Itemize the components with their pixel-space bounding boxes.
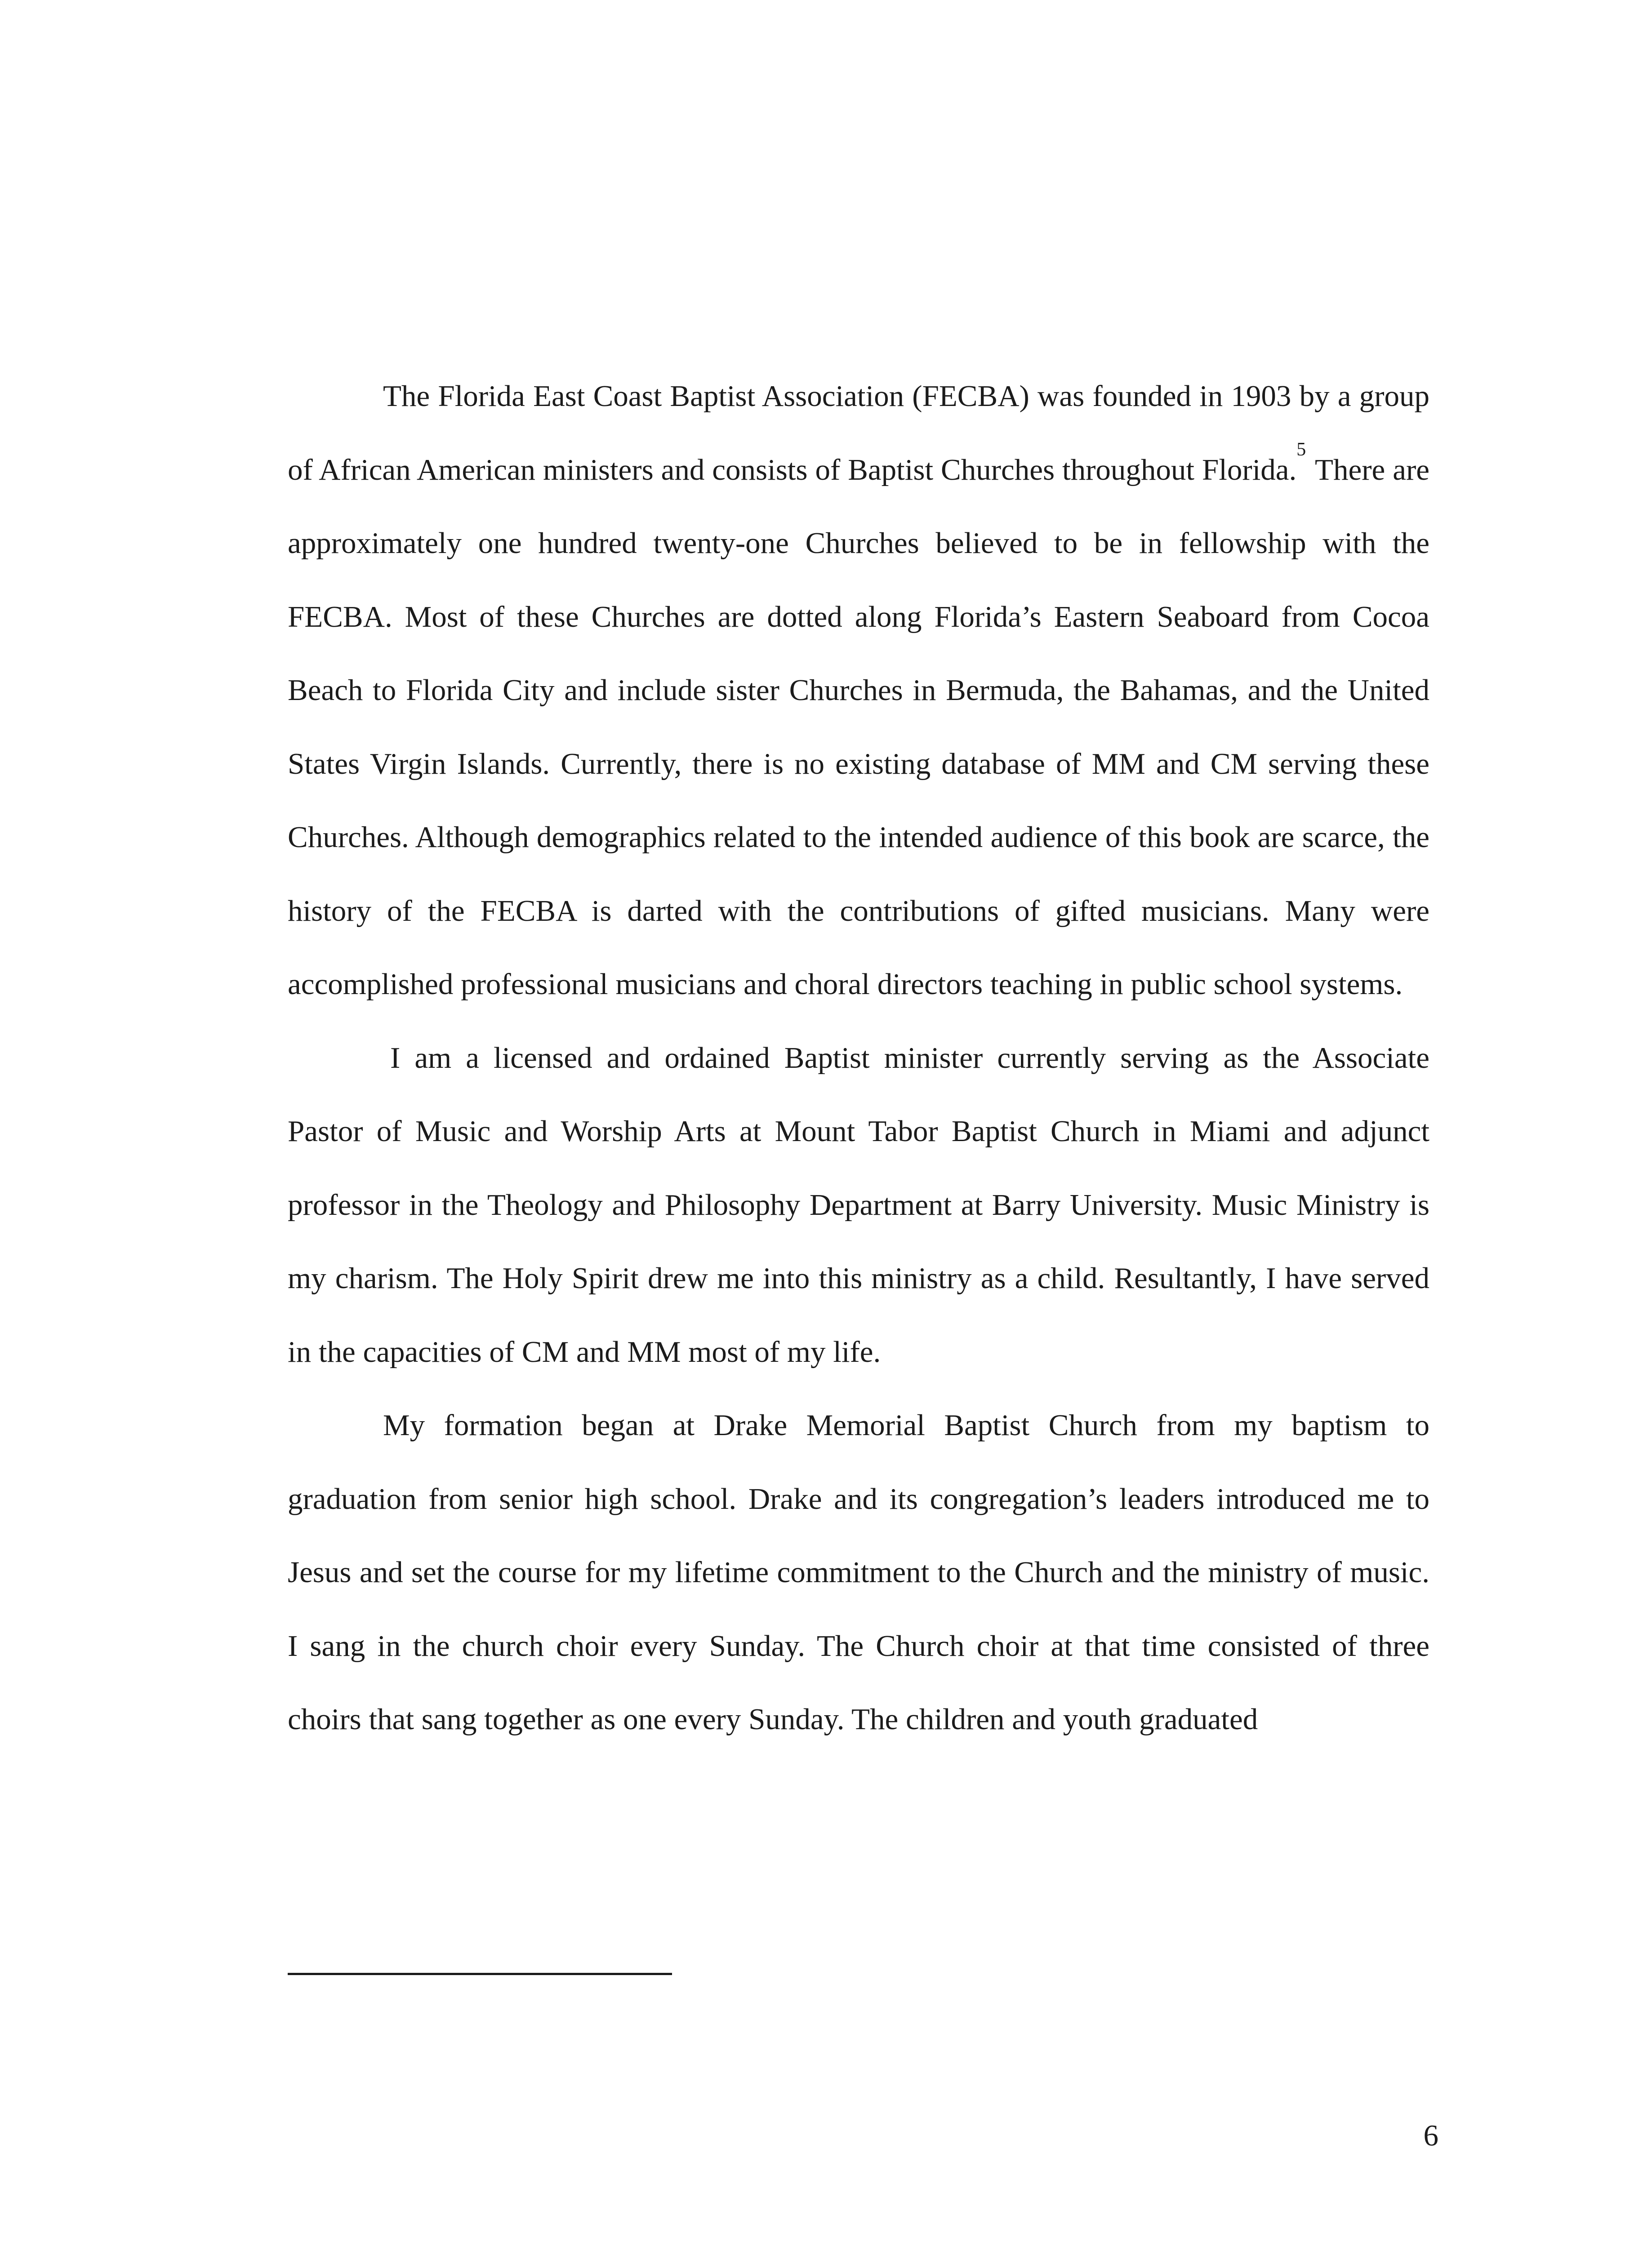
paragraph-2: I am a licensed and ordained Baptist minister currently serving as the Associate Pastor of Music and Worship Arts at Mount Tabor Baptist Church in Miami and adjunct professor in the Theology and Philosophy Department at Barry University. Music Ministry is my charism. The Holy Spirit drew me into this ministry as a child. Resultantly, I have served in the capacities of CM and MM most of my life.: [288, 1041, 1429, 1369]
paragraph-1: [288, 360, 1429, 1021]
paragraph-3: My formation began at Drake Memorial Baptist Church from my baptism to graduation from senior high school. Drake and its congregation’s leaders introduced me to Jesus and set the course for my lifetime commitment to the Church and the ministry of music. I sang in the church choir every Sunday. The Church choir at that time consisted of three choirs that sang together as one every Sunday. The children and youth graduated: [288, 1409, 1429, 1736]
paragraph-1-text-end: There are approximately one hundred twenty-one Churches believed to be in fellowship with the FECBA. Most of these Churches are dotted along Florida’s Eastern Seaboard from Cocoa Beach to Florida City and include sister Churches in Bermuda, the Bahamas, and the United States Virgin Islands. Currently, there is no existing database of MM and CM serving these Churches. Although demographics related to the intended audience of this book are scarce, the history of the FECBA is darted with the contributions of gifted musicians. Many were accomplished professional musicians and choral directors teaching in public school systems.: [288, 453, 1429, 1001]
footnote-separator: [288, 1973, 672, 1975]
page-number: 6: [1423, 2119, 1438, 2152]
paragraph-1-text-start: The Florida East Coast Baptist Association (FECBA) was founded in 1903 by a group of African American ministers and consists of Baptist Churches throughout Florida.: [288, 379, 1429, 486]
footnote-reference[interactable]: 5: [1296, 439, 1306, 460]
body-text: [288, 360, 1429, 1757]
